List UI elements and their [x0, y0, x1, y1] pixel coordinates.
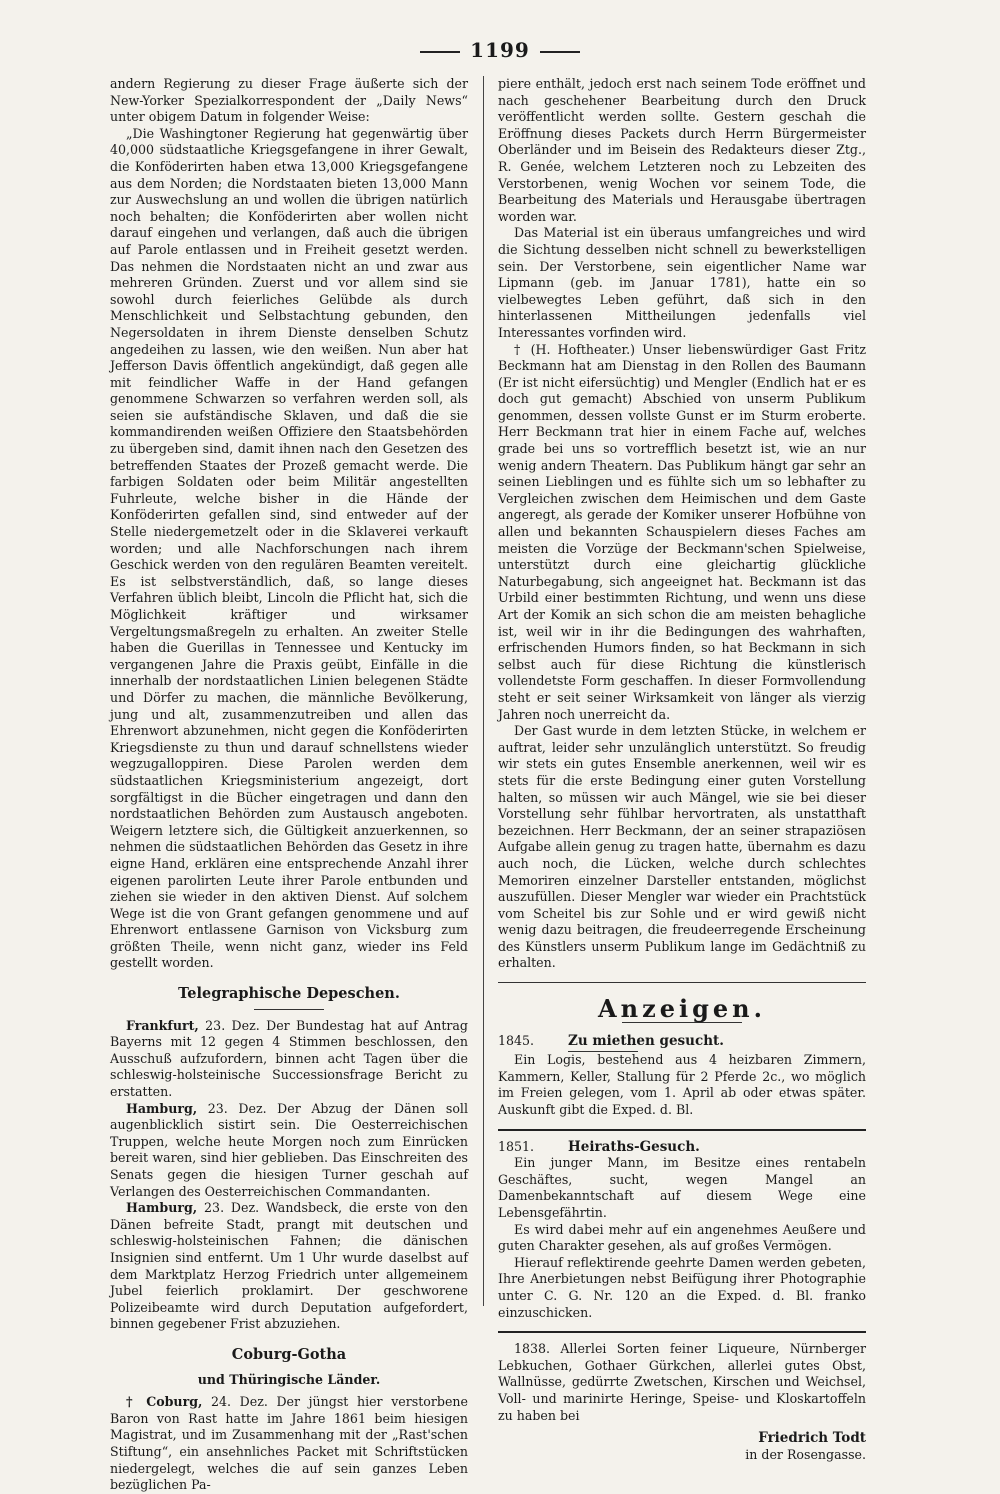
right-column: [498, 76, 866, 1463]
article-paragraph: † (H. Hoftheater.) Unser liebenswürdiger Gast Fritz Beckmann hat am Dienstag in den Rollen des Baumann (Er ist nicht eifersüchtig) und Mengler (Endlich hat er es doch gut gemacht) Abschied von unserm Publikum genommen, dessen vollste Gunst er im Sturm eroberte. Herr Beckmann trat hier in einem Fache auf, welches grade bei uns so vortrefflich besetzt ist, wie an nur wenig andern Theatern. Das Publikum hängt gar sehr an seinen Lieblingen und es fühlte sich um so lebhafter zu Vergleichen zwischen dem Heimischen und dem Gaste angeregt, als gerade der Komiker unserer Hofbühne von allen und bekannten Schauspielern dieses Faches am meisten die Vorzüge der Beckmann'schen Spielweise, unterstützt durch eine gleichartig glückliche Naturbegabung, sich angeeignet hat. Beckmann ist das Urbild einer bestimmten Richtung, und wenn uns diese Art der Komik an sich schon die am meisten behagliche ist, weil wir in ihr die Bedingungen des wahrhaften, erfrischenden Humors finden, so hat Beckmann in sich selbst auch für diese Richtung die künstlerisch vollendetste Form geschaffen. In dieser Formvollendung steht er seit seiner Wirksamkeit von länger als vierzig Jahren noch unerreicht da.: [498, 341, 866, 722]
header-dash-right: [540, 51, 580, 53]
ad-heading-text: Zu miethen gesucht.: [568, 1032, 724, 1049]
ad-text: 1838. Allerlei Sorten feiner Liqueure, Nürnberger Lebkuchen, Gothaer Gürkchen, allerlei gutes Obst, Wallnüsse, gedürrte Zwetschen, Kirschen und Weichsel, Voll- und marinirte Heringe, Speise- und Kloskartoffeln zu haben bei: [498, 1341, 866, 1423]
dispatch-text: 23. Dez. Der Abzug der Dänen soll augenblicklich sistirt sein. Die Oesterreichischen Truppen, welche heute Morgen noch zum Einrücken bereit waren, sind hier geblieben. Das Einschreiten des Senats gegen die hiesigen Turner geschah auf Verlangen des Oesterreichischen Commandanten.: [110, 1100, 468, 1199]
advertisement: [498, 1139, 866, 1322]
page-header: [0, 38, 1000, 62]
page-number: 1199: [470, 38, 530, 62]
title-rule: [254, 1009, 324, 1010]
ad-signature: [498, 1430, 866, 1463]
article-paragraph: piere enthält, jedoch erst nach seinem Tode eröffnet und nach geschehener Bearbeitung durch den Druck veröffentlicht werden sollte. Gestern geschah die Eröffnung dieses Packets durch Herrn Bürgermeister Oberländer und im Beisein des Redakteurs dieser Ztg., R. Genée, welchem Letzteren noch zu Lebzeiten des Verstorbenen, wenig Wochen vor seinem Tode, die Bearbeitung des Materials und Herausgabe übertragen worden war.: [498, 76, 866, 224]
section-rule: [498, 982, 866, 983]
ad-number: 1851.: [498, 1138, 535, 1154]
ad-separator: [498, 1331, 866, 1333]
merchant-name: Friedrich Todt: [758, 1430, 866, 1447]
ad-text: Ein Logis, bestehend aus 4 heizbaren Zimmern, Kammern, Keller, Stallung für 2 Pferde 2c., wo möglich im Freien gelegen, vom 1. April ab oder etwas später. Auskunft gibt die Exped. d. Bl.: [498, 1052, 866, 1118]
article-paragraph: „Die Washingtoner Regierung hat gegenwärtig über 40,000 südstaatliche Kriegsgefangene in ihrer Gewalt, die Konföderirten haben etwa 13,000 Kriegsgefangene aus dem Norden; die Nordstaaten bieten 13,000 Mann zur Auswechslung an und wollen die übrigen natürlich noch behalten; die Konföderirten aber wollen nicht darauf eingehen und verlangen, daß auch die übrigen auf Parole entlassen und in Freiheit gesetzt werden. Das nehmen die Nordstaaten nicht an und zwar aus mehreren Gründen. Zuerst und vor allem sind sie sowohl durch feierliches Gelübde als durch Menschlichkeit und Selbstachtung gebunden, den Negersoldaten in ihrem Dienste denselben Schutz angedeihen zu lassen, wie den weißen. Nun aber hat Jefferson Davis öffentlich angekündigt, daß gegen alle mit feindlicher Waffe in der Hand gefangen genommene Schwarzen so verfahren werden soll, als seien sie aufständische Sklaven, und daß die sie kommandirenden weißen Offiziere den Staatsbehörden zu übergeben sind, damit ihnen nach den Gesetzen des betreffenden Staates der Prozeß gemacht werde. Die farbigen Soldaten oder beim Militär angestellten Fuhrleute, welche bisher in die Hände der Konföderirten gefallen sind, sind entweder auf der Stelle niedergemetzelt oder in die Sklaverei verkauft worden; und alle Nachforschungen nach ihrem Geschick werden von den regulären Beamten vereitelt. Es ist selbstverständlich, daß, so lange dieses Verfahren üblich bleibt, Lincoln die Pflicht hat, sich die Möglichkeit kräftiger und wirksamer Vergeltungsmaßregeln zu erhalten. An zweiter Stelle haben die Guerillas in Tennessee und Kentucky im vergangenen Jahre die Praxis geübt, Einfälle in die innerhalb der nordstaatlichen Linien belegenen Städte und Dörfer zu machen, die männliche Bevölkerung, jung und alt, zusammenzutreiben und allen das Ehrenwort abzunehmen, nicht gegen die Konföderirten Kriegsdienste zu thun und darauf schnellstens wieder wegzugalloppiren. Diese Parolen werden dem südstaatlichen Kriegsministerium angezeigt, dort sorgfältigst in die Bücher eingetragen und dann den nordstaatlichen Behörden zum Austausch angeboten. Weigern letztere sich, die Gültigkeit anzuerkennen, so nehmen die südstaatlichen Behörden das Gesetz in ihre eigne Hand, erklären eine entsprechende Anzahl ihrer eigenen parolirten Leute ihrer Parole entbunden und ziehen sie wieder in den aktiven Dienst. Auf solchem Wege ist die von Grant gefangen genommene und auf Ehrenwort entlassene Garnison von Vicksburg zum größten Theile, wenn nicht ganz, wieder ins Feld gestellt worden.: [110, 125, 468, 971]
ad-text: Ein junger Mann, im Besitze eines rentabeln Geschäftes, sucht, wegen Mangel an Damenbekanntschaft auf diesem Wege eine Lebensgefährtin.: [498, 1155, 866, 1220]
ad-separator: [498, 1129, 866, 1131]
dateline: Hamburg,: [126, 1200, 198, 1216]
coburg-title-text: Coburg-Gotha: [231, 1345, 347, 1363]
column-divider: [483, 76, 484, 1306]
ad-text: Hierauf reflektirende geehrte Damen werden gebeten, Ihre Anerbietungen nebst Beifügung ihrer Photographie unter C. G. Nr. 120 an die Exped. d. Bl. franko einzuschicken.: [498, 1254, 866, 1320]
article-paragraph: Das Material ist ein überaus umfangreiches und wird die Sichtung desselben nicht schnell zu bewerkstelligen sein. Der Verstorbene, sein eigentlicher Name war Lipmann (geb. im Januar 1781), hatte ein so vielbewegtes Leben geführt, daß sich in den hinterlassenen Mittheilungen jedenfalls viel Interessantes vorfinden wird.: [498, 225, 866, 340]
header-dash-left: [420, 51, 460, 53]
article-text: 24. Dez. Der jüngst hier verstorbene Baron von Rast hatte im Jahre 1861 beim hiesigen Magistrat, und im Zusammenhang mit der „Rast'schen Stiftung“, ein ansehnliches Packet mit Schriftstücken niedergelegt, welches die auf sein ganzes Leben bezüglichen Pa-: [110, 1394, 468, 1493]
merchant-address: in der Rosengasse.: [745, 1446, 866, 1462]
advertisement: [498, 1341, 866, 1463]
telegraph-dispatch: [110, 1018, 468, 1101]
advertisement: [498, 1033, 866, 1119]
anzeigen-title: Anzeigen.: [598, 994, 766, 1024]
coburg-section-title: [110, 1347, 468, 1364]
ad-header: [498, 1033, 866, 1053]
telegraph-dispatch: [110, 1101, 468, 1201]
dateline: Hamburg,: [126, 1100, 198, 1116]
ad-heading: Heiraths-Gesuch.: [568, 1138, 700, 1155]
left-column: [110, 76, 468, 1494]
coburg-subtitle: und Thüringische Länder.: [197, 1371, 381, 1387]
ad-header: [498, 1139, 866, 1156]
article-paragraph: Der Gast wurde in dem letzten Stücke, in welchem er auftrat, leider sehr unzulänglich unterstützt. So freudig wir stets ein gutes Ensemble anerkennen, weil wir es stets für die erste Bedingung einer guten Vorstellung halten, so müssen wir auch Mängel, wie sie bei dieser Vorstellung sehr fühlbar hervortraten, als unstatthaft bezeichnen. Herr Beckmann, der an seiner strapaziösen Aufgabe allein genug zu tragen hatte, übernahm es dazu auch noch, die Lücken, welche durch schlechtes Memoriren einzelner Darsteller entstanden, möglichst auszufüllen. Dieser Mengler war wieder ein Prachtstück vom Scheitel bis zur Sohle und er wird gewiß nicht wenig dazu beitragen, die freudeerregende Erscheinung des Künstlers unserm Publikum lange im Gedächtniß zu erhalten.: [498, 723, 866, 971]
telegraph-dispatch: [110, 1200, 468, 1333]
coburg-article: [110, 1394, 468, 1494]
dispatch-text: 23. Dez. Der Bundestag hat auf Antrag Bayerns mit 12 gegen 4 Stimmen beschlossen, den Ausschuß aufzufordern, binnen acht Tagen über die schleswig-holsteinische Successionsfrage Bericht zu erstatten.: [110, 1017, 468, 1100]
ad-text: Es wird dabei mehr auf ein angenehmes Aeußere und guten Charakter gesehen, als auf großes Vermögen.: [498, 1221, 866, 1254]
article-paragraph: andern Regierung zu dieser Frage äußerte sich der New-Yorker Spezialkorrespondent der „Daily News“ unter obigem Datum in folgender Weise:: [110, 76, 468, 125]
dispatch-text: 23. Dez. Wandsbeck, die erste von den Dänen befreite Stadt, prangt mit deutschen und schleswig-holsteinischen Fahnen; die dänischen Insignien sind entfernt. Um 1 Uhr wurde daselbst auf dem Marktplatz Herzog Friedrich unter allgemeinem Jubel feierlich proklamirt. Der geschworene Polizeibeamte wird durch Deputation aufgefordert, binnen gegebener Frist abzuziehen.: [110, 1200, 468, 1332]
dateline: Frankfurt,: [126, 1017, 199, 1033]
ad-number: 1845.: [498, 1032, 535, 1048]
ad-heading: [568, 1033, 724, 1053]
telegraph-title-text: Telegraphische Depeschen.: [178, 985, 400, 1003]
telegraph-section-title: [110, 986, 468, 1010]
dateline: † Coburg,: [126, 1394, 203, 1410]
